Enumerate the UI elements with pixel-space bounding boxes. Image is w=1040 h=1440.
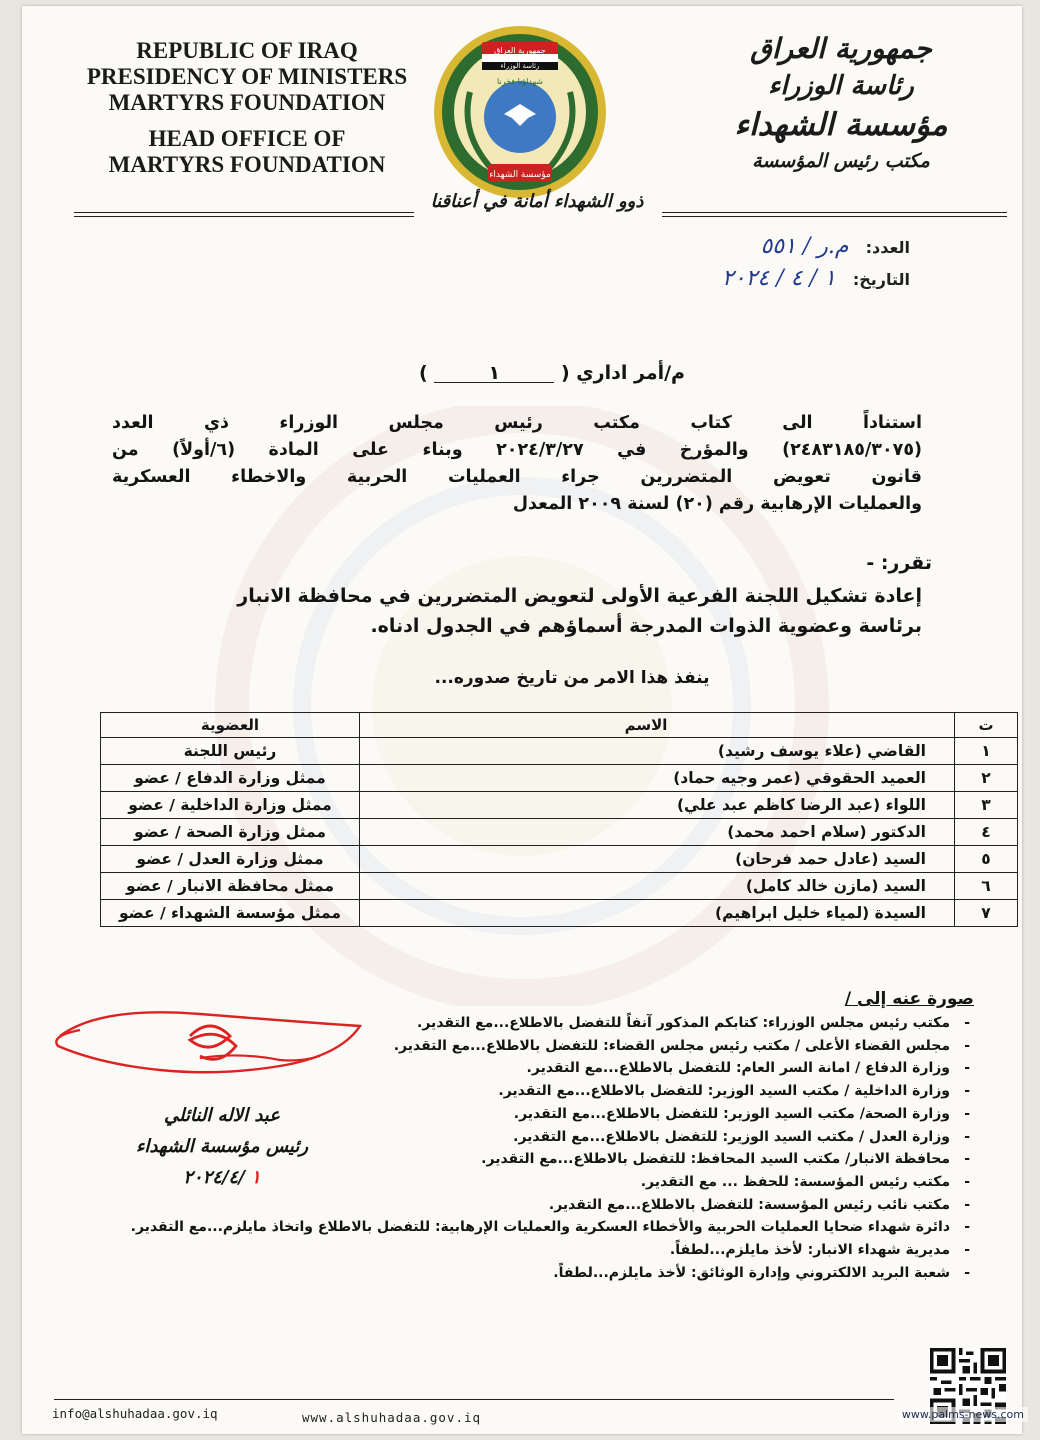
list-item: - مكتب رئيس مجلس الوزراء: كتابكم المذكور آنفاً للتفضل بالاطلاع...مع التقدير. [74,1012,974,1035]
row-role: ممثل محافظة الانبار / عضو [101,873,360,900]
document-number-label: العدد: [865,238,910,257]
list-item: - وزارة الداخلية / مكتب السيد الوزير: للتفضل بالاطلاع...مع التقدير. [74,1080,974,1103]
table-row [101,738,1018,765]
table-header-row [101,713,1018,738]
preamble-line-1: استناداً الى كتاب مكتب رئيس مجلس الوزراء ذي العدد [112,413,922,433]
document-date-value: ١ / ٤ / ٢٠٢٤ [721,266,836,291]
header-ar-line-1: جمهورية العراق [750,32,932,65]
list-item: - مديرية شهداء الانبار: لأخذ مايلزم...لطفاً. [74,1239,974,1262]
row-role: ممثل وزارة العدل / عضو [101,846,360,873]
row-name: القاضي (علاء يوسف رشيد) [360,738,955,765]
signatory-name: عبد الاله النائلي [164,1105,280,1126]
execution-note: ينفذ هذا الامر من تاريخ صدوره... [434,668,710,688]
header-en-line-4: HEAD OFFICE OF [148,126,346,151]
row-no: ٤ [955,819,1018,846]
signatory-title: رئيس مؤسسة الشهداء [135,1136,309,1157]
copies-list [74,1012,974,1284]
row-name: الدكتور (سلام احمد محمد) [360,819,955,846]
row-no: ٦ [955,873,1018,900]
header-name: الاسم [360,713,955,738]
row-role: ممثل وزارة الدفاع / عضو [101,765,360,792]
document-number [760,234,910,259]
header-divider-right [662,212,1007,213]
footer-email: info@alshuhadaa.gov.iq [52,1406,218,1421]
table-row [101,846,1018,873]
motto: ذوو الشهداء أمانة في أعناقنا [430,191,644,212]
list-item: - وزارة العدل / مكتب السيد الوزير: للتفضل بالاطلاع...مع التقدير. [74,1126,974,1149]
list-item: - مكتب رئيس المؤسسة: للحفظ ... مع التقدير. [74,1171,974,1194]
order-number: ١ [434,364,554,383]
header-ar-line-3: مؤسسة الشهداء [734,107,948,143]
preamble-paragraph [112,410,922,518]
preamble-line-3: قانون تعويض المتضررين جراء العمليات الحربية والاخطاء العسكرية [112,467,922,487]
list-item: - وزارة الدفاع / امانة السر العام: للتفضل بالاطلاع...مع التقدير. [74,1057,974,1080]
row-name: السيدة (لمياء خليل ابراهيم) [360,900,955,927]
table-row [101,819,1018,846]
list-item: - وزارة الصحة/ مكتب السيد الوزير: للتفضل بالاطلاع...مع التقدير. [74,1103,974,1126]
list-item: - شعبة البريد الالكتروني وإدارة الوثائق: لأخذ مايلزم...لطفاً. [74,1262,974,1285]
row-no: ٥ [955,846,1018,873]
preamble-line-4: والعمليات الإرهابية رقم (٢٠) لسنة ٢٠٠٩ المعدل [512,494,922,514]
header-en-line-5: MARTYRS FOUNDATION [108,152,386,177]
header-no: ت [955,713,1018,738]
order-title-close: ) [419,362,428,384]
header-arabic [696,30,986,176]
row-name: العميد الحقوقي (عمر وجيه حماد) [360,765,955,792]
row-no: ٢ [955,765,1018,792]
footer-website: www.alshuhadaa.gov.iq [302,1410,482,1425]
header-en-line-1: REPUBLIC OF IRAQ [136,38,358,63]
row-role: ممثل مؤسسة الشهداء / عضو [101,900,360,927]
header-english [82,38,412,178]
document-date-label: التاريخ: [852,270,910,289]
header-ar-line-2: رئاسة الوزراء [768,71,914,101]
header-role: العضوية [101,713,360,738]
document-number-value: م.ر / ٥٥١ [760,234,849,259]
order-title-text: م/أمر اداري ( [560,362,685,384]
header-divider-right-thin [662,216,1007,217]
list-item: - مجلس القضاء الأعلى / مكتب رئيس مجلس القضاء: للتفضل بالاطلاع...مع التقدير. [74,1035,974,1058]
row-no: ٣ [955,792,1018,819]
row-role: ممثل وزارة الصحة / عضو [101,819,360,846]
footer-divider [54,1399,894,1400]
row-name: اللواء (عبد الرضا كاظم عبد علي) [360,792,955,819]
members-table [100,712,1018,927]
header-en-line-3: MARTYRS FOUNDATION [108,90,386,115]
table-row [101,765,1018,792]
signatory-date-rest: /٢٠٢٤/٤ [183,1167,245,1188]
emblem-text-2: رئاسة الوزراء [500,62,540,70]
header-divider-left [74,212,414,213]
copies-title: صورة عنه إلى / [844,989,974,1009]
signatory-date-day: ١ [251,1167,261,1188]
row-no: ٧ [955,900,1018,927]
row-name: السيد (عادل حمد فرحان) [360,846,955,873]
emblem-text-1: جمهورية العراق [494,46,546,55]
list-item: - مكتب نائب رئيس المؤسسة: للتفضل بالاطلاع...مع التقدير. [74,1194,974,1217]
decision-line-2: برئاسة وعضوية الذوات المدرجة أسماؤهم في الجدول ادناه. [370,615,922,637]
table-row [101,900,1018,927]
table-row [101,873,1018,900]
row-role: ممثل وزارة الداخلية / عضو [101,792,360,819]
list-item: - دائرة شهداء ضحايا العمليات الحربية والأخطاء العسكرية والعمليات الإرهابية: للتفضل بالاطلاع واتخاذ مايلزم...مع التقدير. [74,1216,974,1239]
header-en-line-2: PRESIDENCY OF MINISTERS [86,64,408,89]
foundation-emblem-icon [430,22,610,202]
emblem-text-3: شهداؤنا فخرنا [497,77,543,86]
preamble-line-2: (٢٤٨٣١٨٥/٣٠٧٥) والمؤرخ في ٢٠٢٤/٣/٢٧ وبناء على المادة (٦/أولاً) من [112,440,922,460]
row-no: ١ [955,738,1018,765]
list-item: - محافظة الانبار/ مكتب السيد المحافظ: للتفضل بالاطلاع...مع التقدير. [74,1148,974,1171]
document-page [22,6,1022,1434]
header-ar-line-4: مكتب رئيس المؤسسة [752,150,930,172]
row-name: السيد (مازن خالد كامل) [360,873,955,900]
header-divider-left-thin [74,216,414,217]
decision-line-1: إعادة تشكيل اللجنة الفرعية الأولى لتعويض المتضررين في محافظة الانبار [237,585,922,607]
emblem-text-4: مؤسسة الشهداء [489,170,551,180]
row-role: رئيس اللجنة [101,738,360,765]
decision-text [100,581,922,641]
source-watermark: www.palms-news.com [898,1407,1028,1422]
document-date [722,266,910,291]
order-title [402,362,702,384]
decision-label: تقرر: - [866,552,932,574]
table-row [101,792,1018,819]
